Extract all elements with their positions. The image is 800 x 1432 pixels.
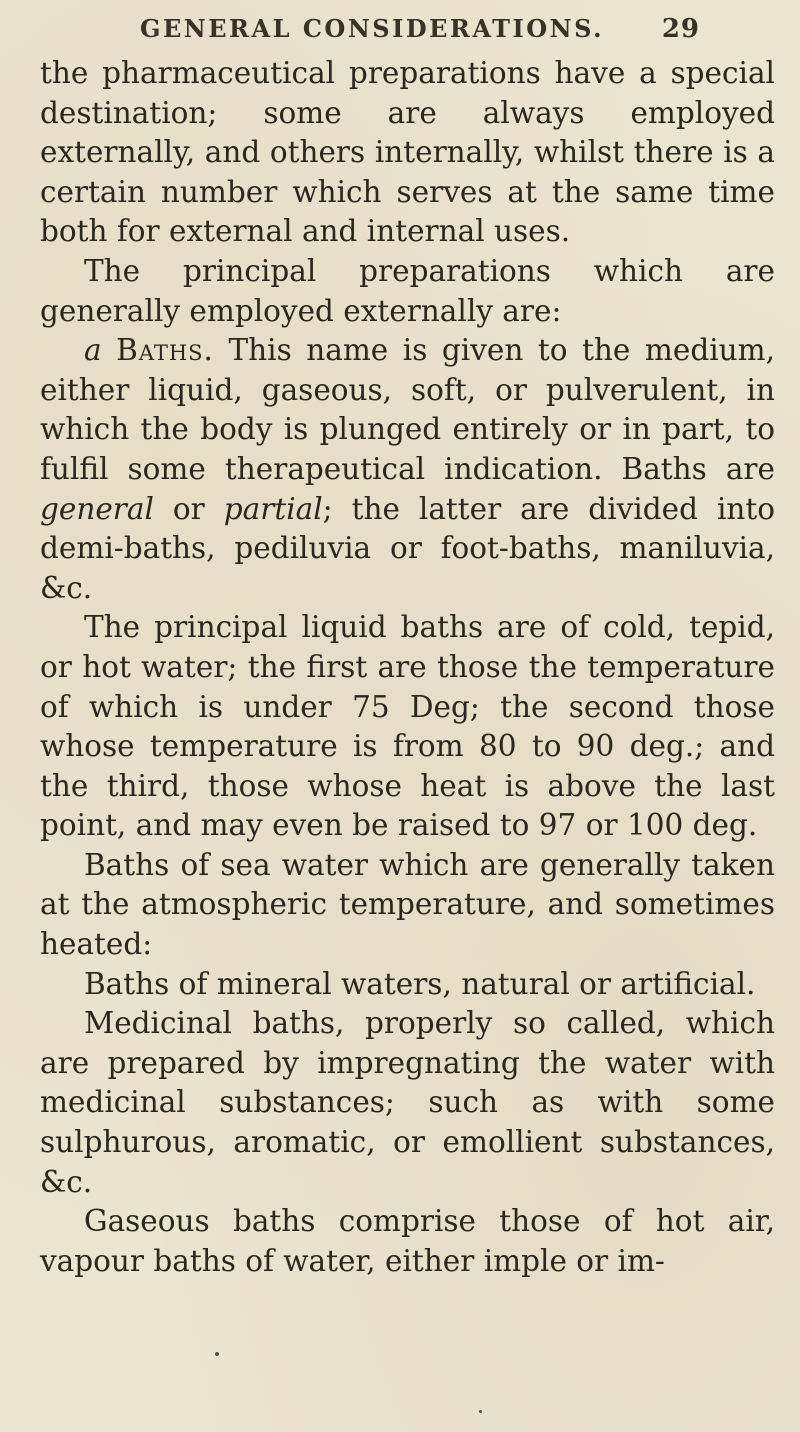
ink-speck [479,1410,482,1413]
page-number: 29 [661,14,700,44]
text-run: the pharmaceutical preparations have a special destination; some are always employed externally, and others internally, whilst there is a certain number which serves at the same time both for external and internal uses. [40,56,775,249]
text-run: The principal liquid baths are of cold, tepid, or hot water; the first are those the temperature of which is under 75 Deg; the second those whose temperature is from 80 to 90 deg.; and the third, those whose heat is above the last point, and may even be raised to 97 or 100 deg. [40,610,775,843]
text-run: a [84,333,117,368]
text-run: ; the latter are divided into demi-baths, pediluvia or foot-baths, maniluvia, &c. [40,491,775,605]
text-run: Baths of mineral waters, natural or artificial. [84,966,756,1001]
paragraph [40,54,775,252]
text-run: The principal preparations which are generally employed externally are: [40,253,775,328]
text-run: Baths. [116,333,214,368]
paragraph [40,1004,775,1202]
text-run: Medicinal baths, properly so called, which are prepared by impregnating the water with medicinal substances; such as with some sulphurous, aromatic, or emollient substances, &c. [40,1006,775,1199]
text-run: general [40,491,154,526]
text-run: Gaseous baths comprise those of hot air, vapour baths of water, either imple or im- [40,1204,775,1278]
paragraph [40,846,775,965]
running-head-title: GENERAL CONSIDERATIONS. [140,14,604,43]
paragraph [40,252,775,331]
paragraph [40,965,775,1005]
paragraph [40,608,775,846]
paragraph [40,331,775,608]
text-run: This name is given to the medium, either liquid, gaseous, soft, or pulverulent, in which the body is plunged entirely or in part, to fulfil some therapeutical indication. Baths are [40,333,776,486]
text-run: Baths of sea water which are generally taken at the atmospheric temperature, and sometimes heated: [40,847,775,962]
text-run: partial [223,491,323,526]
running-head [140,14,700,44]
text-run: or [153,491,224,526]
ink-speck [215,1352,219,1356]
body-text [40,54,775,1281]
paragraph [40,1202,775,1281]
